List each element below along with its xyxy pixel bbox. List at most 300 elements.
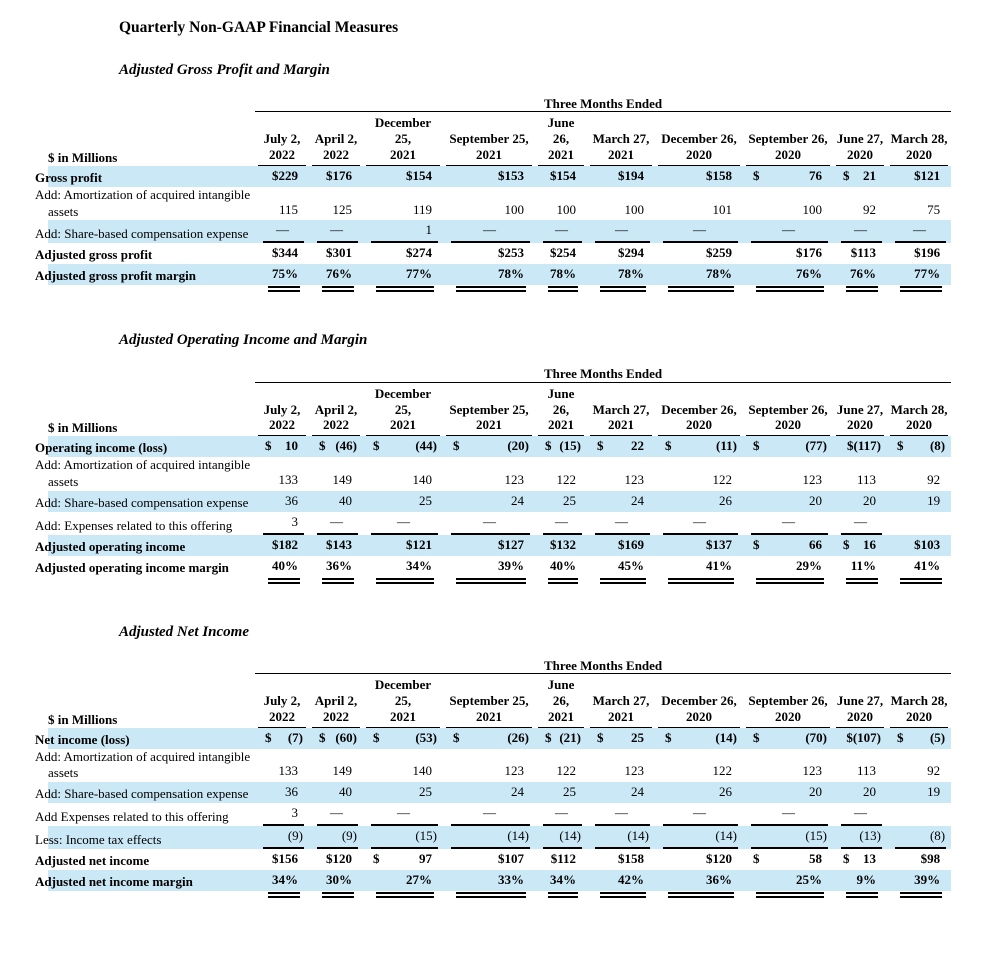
value-cell: [309, 220, 363, 243]
dollar-sign: $: [753, 438, 760, 454]
double-rule-row: [48, 285, 951, 297]
value-cell: [587, 782, 655, 803]
amount: 113: [856, 763, 876, 779]
cell-value: [751, 849, 828, 870]
column-header-text: [258, 693, 306, 728]
cell-value: [371, 436, 438, 457]
column-header-year: 2020: [686, 146, 712, 162]
value-cell: [363, 243, 443, 264]
amount: $154: [406, 167, 432, 183]
amount: (13): [859, 828, 881, 844]
amount: 36: [285, 784, 298, 800]
column-header-date: December 26,: [661, 692, 737, 708]
dollar-sign: $: [545, 729, 552, 745]
dollar-sign: $: [373, 851, 380, 867]
value-cell: [743, 512, 833, 535]
cell-value: [663, 849, 738, 870]
double-rule: [846, 892, 878, 898]
value-cell: [443, 728, 535, 749]
amount: 24: [511, 492, 524, 508]
value-cell: [309, 782, 363, 803]
value-cell: [655, 749, 743, 783]
dollar-sign: $: [319, 729, 326, 745]
amount: 140: [412, 763, 432, 779]
amount: $(117): [847, 438, 881, 454]
value-cell: [655, 512, 743, 535]
value-cell: [363, 849, 443, 870]
amount: 77%: [406, 266, 432, 282]
value-cell: [443, 512, 535, 535]
amount: $127: [498, 536, 524, 552]
cell-value: [371, 200, 438, 221]
cell-value: [317, 166, 358, 187]
column-header-text: [312, 131, 360, 166]
cell-value: [595, 470, 650, 491]
double-rule-cell: [887, 577, 951, 589]
value-cell: [443, 220, 535, 243]
column-header: [887, 674, 951, 728]
value-cell: [887, 166, 951, 187]
amount: 25: [419, 784, 432, 800]
column-header-text: [366, 386, 440, 437]
cell-value: [451, 870, 530, 891]
value-cell: [743, 782, 833, 803]
double-rule-cell: [887, 891, 951, 903]
cell-value: [595, 728, 650, 749]
value-cell: [443, 243, 535, 264]
value-cell: [743, 436, 833, 457]
row-label: Adjusted gross profit margin: [35, 268, 196, 284]
column-header-year: 2021: [548, 708, 574, 724]
amount: 25: [419, 492, 432, 508]
column-header-year: 2021: [390, 146, 416, 162]
cell-value: [371, 535, 438, 556]
double-rule: [846, 578, 878, 584]
double-rule: [376, 286, 434, 292]
dollar-sign: $: [753, 167, 760, 183]
cell-value: —: [663, 512, 738, 535]
spacer-cell: [48, 891, 255, 903]
column-header-text: [446, 693, 532, 728]
cell-value: [595, 849, 650, 870]
column-header-date: March 27,: [592, 401, 650, 417]
cell-value: [751, 470, 828, 491]
value-cell: [887, 512, 951, 535]
value-cell: [587, 749, 655, 783]
double-rule: [668, 578, 734, 584]
cell-value: [595, 436, 650, 457]
value-cell: [743, 220, 833, 243]
cell-value: [595, 166, 650, 187]
value-cell: [535, 491, 587, 512]
cell-value: [543, 470, 582, 491]
amount: 66: [809, 536, 822, 552]
cell-value: [595, 761, 650, 782]
value-cell: [309, 457, 363, 491]
cell-value: [663, 782, 738, 803]
column-header-date: March 28,: [890, 131, 948, 147]
amount: 77%: [914, 266, 941, 282]
cell-value: —: [751, 512, 828, 535]
amount: $143: [326, 536, 352, 552]
amount: $259: [706, 245, 732, 261]
double-rule-cell: [655, 891, 743, 903]
cell-value: [663, 264, 738, 285]
amount: 36: [285, 492, 298, 508]
value-cell: [309, 491, 363, 512]
cell-value: —: [371, 803, 438, 826]
row-label: Add: Amortization of acquired intangible assets: [35, 748, 251, 781]
amount: $121: [914, 167, 941, 183]
cell-value: [895, 728, 946, 749]
cell-value: [595, 782, 650, 803]
column-header: [363, 112, 443, 166]
amount: 75%: [272, 266, 298, 282]
cell-value: [317, 535, 358, 556]
value-cell: [363, 436, 443, 457]
column-header: [309, 112, 363, 166]
value-cell: [443, 166, 535, 187]
cell-value: [841, 535, 882, 556]
amount: $253: [498, 245, 524, 261]
value-cell: [363, 826, 443, 849]
amount: 140: [412, 472, 432, 488]
value-cell: [655, 491, 743, 512]
amount: 26: [719, 492, 732, 508]
double-rule: [600, 892, 646, 898]
value-cell: [587, 512, 655, 535]
value-cell: [443, 436, 535, 457]
amount: $158: [706, 167, 732, 183]
section-adjusted-gross-profit: [35, 61, 955, 298]
column-header-text: [538, 677, 584, 728]
amount: $107: [498, 851, 524, 867]
double-rule-cell: [743, 285, 833, 297]
cell-value: [663, 728, 738, 749]
amount: 21: [863, 167, 876, 183]
amount: $154: [550, 167, 576, 183]
column-header-year: 2021: [476, 417, 502, 433]
value-cell: [309, 436, 363, 457]
cell-value: [263, 166, 304, 187]
double-rule: [668, 286, 734, 292]
amount: 29%: [796, 557, 822, 573]
amount: $103: [914, 536, 941, 552]
cell-value: [751, 761, 828, 782]
cell-value: [371, 826, 438, 849]
cell-value: [263, 436, 304, 457]
amount: 34%: [272, 871, 298, 887]
amount: $98: [920, 851, 941, 867]
column-header-text: [746, 402, 830, 437]
column-header: [887, 382, 951, 436]
value-cell: [743, 264, 833, 285]
amount: 30%: [326, 871, 352, 887]
column-header-year: 2022: [269, 708, 295, 724]
cell-value: [371, 470, 438, 491]
amount: $120: [706, 851, 732, 867]
value-cell: [443, 264, 535, 285]
table-row: [48, 220, 951, 243]
value-cell: [887, 220, 951, 243]
value-cell: [535, 749, 587, 783]
double-rule: [456, 578, 526, 584]
row-label: Add: Share-based compensation expense: [35, 494, 249, 510]
amount: 20: [809, 784, 822, 800]
dollar-sign: $: [843, 536, 850, 552]
amount: 78%: [706, 266, 732, 282]
cell-value: —: [841, 803, 882, 826]
cell-value: [317, 436, 358, 457]
value-cell: [833, 535, 887, 556]
amount: (44): [415, 438, 437, 454]
column-header: [655, 382, 743, 436]
value-cell: [363, 512, 443, 535]
value-cell: [443, 782, 535, 803]
amount: $229: [272, 167, 298, 183]
value-cell: [363, 491, 443, 512]
cell-value: [263, 728, 304, 749]
cell-value: —: [317, 220, 358, 243]
value-cell: [363, 457, 443, 491]
spacer-cell: [48, 96, 255, 112]
amount: 40: [339, 492, 352, 508]
cell-value: [841, 556, 882, 577]
section-adjusted-operating-income: [35, 331, 955, 588]
amount: (8): [929, 828, 946, 844]
amount: 76%: [796, 266, 822, 282]
cell-value: [751, 826, 828, 849]
amount: (8): [929, 438, 946, 454]
cell-value: [317, 826, 358, 849]
amount: (46): [335, 438, 357, 454]
value-cell: [655, 187, 743, 221]
amount: $294: [618, 245, 644, 261]
row-label: Less: Income tax effects: [35, 832, 162, 848]
value-cell: [587, 728, 655, 749]
value-cell: [309, 849, 363, 870]
value-cell: [535, 803, 587, 826]
amount: $176: [326, 167, 352, 183]
value-cell: [255, 728, 309, 749]
cell-value: [543, 243, 582, 264]
amount: 123: [504, 472, 524, 488]
cell-value: [663, 470, 738, 491]
value-cell: [587, 220, 655, 243]
cell-value: [451, 826, 530, 849]
double-rule-cell: [833, 285, 887, 297]
cell-value: [371, 761, 438, 782]
column-header-year: 2020: [686, 417, 712, 433]
cell-value: —: [543, 512, 582, 535]
cell-value: [317, 849, 358, 870]
double-rule: [900, 892, 942, 898]
amount: (14): [715, 729, 737, 745]
double-rule-cell: [743, 891, 833, 903]
cell-value: —: [317, 512, 358, 535]
amount: 34%: [406, 557, 432, 573]
cell-value: [451, 436, 530, 457]
value-cell: [255, 556, 309, 577]
amount: (77): [805, 438, 827, 454]
column-header-year: 2020: [847, 417, 873, 433]
column-header-date: December 25,: [374, 385, 432, 417]
cell-value: [371, 556, 438, 577]
amount: 149: [332, 763, 352, 779]
cell-value: [895, 264, 946, 285]
value-cell: [587, 803, 655, 826]
value-cell: [255, 512, 309, 535]
value-cell: [535, 187, 587, 221]
cell-value: [371, 166, 438, 187]
table-row: [48, 491, 951, 512]
period-header-row: [48, 96, 951, 112]
amount: 76%: [850, 266, 876, 282]
cell-value: [841, 243, 882, 264]
column-header-text: [446, 402, 532, 437]
double-rule: [548, 578, 578, 584]
amount: 122: [712, 472, 732, 488]
amount: 40: [339, 784, 352, 800]
amount: $113: [850, 245, 876, 261]
dollar-sign: $: [753, 729, 760, 745]
cell-value: [263, 200, 304, 221]
double-rule-cell: [743, 577, 833, 589]
amount: 34%: [550, 871, 576, 887]
column-header-text: [890, 131, 948, 166]
amount: $132: [550, 536, 576, 552]
value-cell: [309, 264, 363, 285]
double-rule: [668, 892, 734, 898]
cell-value: [263, 803, 304, 826]
operating-income-table-host: [35, 366, 955, 588]
cell-value: [263, 826, 304, 849]
value-cell: [535, 782, 587, 803]
amount: $112: [550, 851, 576, 867]
value-cell: [255, 187, 309, 221]
dollar-sign: $: [373, 438, 380, 454]
double-rule-cell: [309, 891, 363, 903]
column-header-year: 2021: [548, 146, 574, 162]
value-cell: [743, 535, 833, 556]
double-rule-cell: [309, 285, 363, 297]
value-cell: [833, 187, 887, 221]
column-header: [655, 674, 743, 728]
cell-value: [263, 870, 304, 891]
value-cell: [535, 220, 587, 243]
amount: 25: [563, 492, 576, 508]
column-header-date: September 25,: [449, 131, 529, 147]
column-header-year: 2021: [390, 708, 416, 724]
cell-value: [895, 761, 946, 782]
double-rule-cell: [443, 891, 535, 903]
column-header-date: July 2,: [263, 131, 301, 147]
value-cell: [743, 728, 833, 749]
amount: 25: [631, 729, 644, 745]
table-row: [48, 512, 951, 535]
amount: (11): [716, 438, 737, 454]
cell-value: [451, 470, 530, 491]
amount: 133: [278, 472, 298, 488]
row-label: Add: Expenses related to this offering: [35, 517, 233, 533]
value-cell: [309, 803, 363, 826]
value-cell: [535, 166, 587, 187]
cell-value: [543, 166, 582, 187]
value-cell: [655, 782, 743, 803]
value-cell: [887, 457, 951, 491]
amount: 115: [278, 201, 298, 217]
value-cell: [363, 803, 443, 826]
period-header: Three Months Ended: [255, 366, 951, 382]
amount: 20: [863, 492, 876, 508]
dollar-sign: $: [897, 438, 904, 454]
cell-value: [663, 826, 738, 849]
units-label: $ in Millions: [48, 149, 118, 165]
amount: 100: [802, 201, 822, 217]
units-label: $ in Millions: [48, 420, 118, 436]
cell-value: —: [263, 220, 304, 243]
double-rule-cell: [587, 891, 655, 903]
cell-value: [371, 849, 438, 870]
column-header-year: 2020: [686, 708, 712, 724]
cell-value: —: [451, 512, 530, 535]
amount: $196: [914, 245, 941, 261]
value-cell: [363, 166, 443, 187]
amount: 123: [504, 763, 524, 779]
column-header-row: [48, 674, 951, 728]
column-header: [255, 674, 309, 728]
value-cell: [833, 457, 887, 491]
amount: 41%: [914, 557, 941, 573]
value-cell: [887, 187, 951, 221]
row-label: Adjusted operating income: [35, 538, 186, 554]
amount: (9): [287, 828, 303, 844]
value-cell: [587, 556, 655, 577]
cell-value: [595, 200, 650, 221]
value-cell: [255, 749, 309, 783]
cell-value: [317, 782, 358, 803]
value-cell: [309, 187, 363, 221]
double-rule-cell: [535, 285, 587, 297]
value-cell: [743, 243, 833, 264]
value-cell: [363, 782, 443, 803]
cell-value: [543, 849, 582, 870]
amount: (15): [559, 438, 581, 454]
table-row: [48, 166, 951, 187]
value-cell: [587, 457, 655, 491]
cell-value: [543, 556, 582, 577]
value-cell: [587, 826, 655, 849]
value-cell: [535, 870, 587, 891]
amount: 119: [412, 201, 432, 217]
amount: 92: [927, 763, 941, 779]
column-header: [535, 112, 587, 166]
amount: 20: [863, 784, 876, 800]
double-rule: [548, 892, 578, 898]
amount: 123: [624, 472, 644, 488]
amount: $(107): [846, 729, 881, 745]
column-header-text: [312, 693, 360, 728]
amount: 10: [285, 438, 298, 454]
amount: 24: [511, 784, 524, 800]
value-cell: [655, 457, 743, 491]
column-header-row: [48, 382, 951, 436]
cell-value: [663, 761, 738, 782]
amount: 42%: [618, 871, 644, 887]
column-header-text: [258, 131, 306, 166]
amount: (26): [507, 729, 529, 745]
cell-value: [841, 491, 882, 512]
